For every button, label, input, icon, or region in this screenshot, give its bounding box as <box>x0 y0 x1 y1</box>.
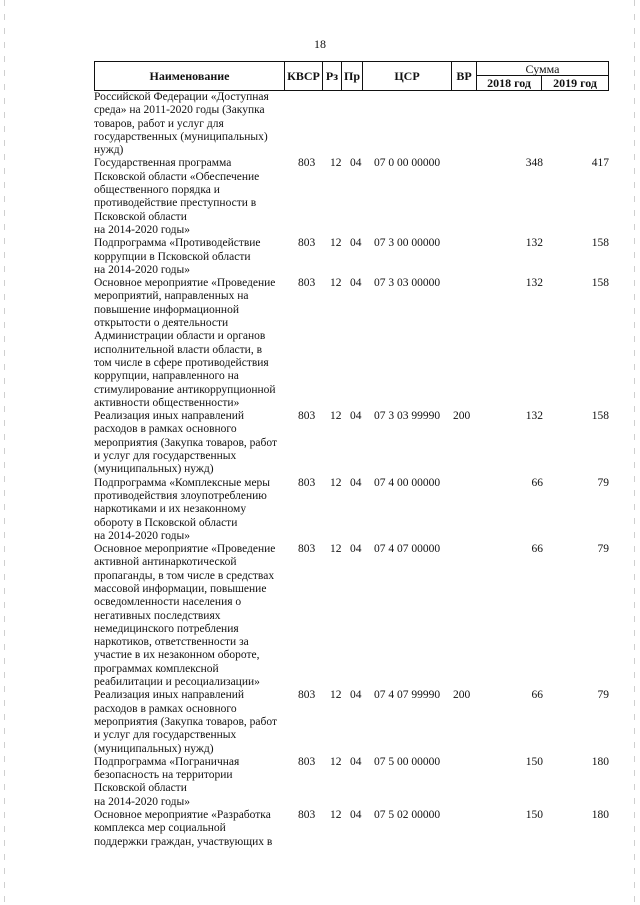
row-rz: 12 <box>330 543 342 556</box>
row-name: Подпрограмма «Пограничная безопасность на территории Псковской области на 2014-2020 годы» <box>94 755 240 808</box>
row-pr: 04 <box>350 237 362 250</box>
row-pr: 04 <box>350 157 362 170</box>
row-pr: 04 <box>350 410 362 423</box>
scan-edge-right <box>634 0 635 905</box>
row-sum-2019: 158 <box>591 277 609 290</box>
row-name: Подпрограмма «Комплексные меры противодействия злоупотреблению наркотиками и их незаконному обороту в Псковской области на 2014-2020 годы» <box>94 476 271 542</box>
row-csr: 07 3 00 00000 <box>374 237 441 250</box>
table-row <box>94 689 609 755</box>
header-name: Наименование <box>95 62 285 90</box>
table-row <box>94 410 609 476</box>
row-rz: 12 <box>330 277 342 290</box>
row-sum-2019: 79 <box>597 476 609 489</box>
row-rz: 12 <box>330 689 342 702</box>
row-sum-2018: 66 <box>531 543 543 556</box>
row-csr: 07 5 02 00000 <box>374 809 441 822</box>
header-kvsr: КВСР <box>285 62 323 90</box>
row-kvsr: 803 <box>298 755 316 768</box>
row-rz: 12 <box>330 476 342 489</box>
row-name: Подпрограмма «Противодействие коррупции в Псковской области на 2014-2020 годы» <box>94 237 261 276</box>
row-name: Реализация иных направлений расходов в рамках основного мероприятия (Закупка товаров, работ и услуг для государственных (муниципальных) нужд) <box>94 410 278 476</box>
table-row <box>94 756 609 809</box>
row-sum-2019: 180 <box>591 755 609 768</box>
row-sum-2019: 180 <box>591 809 609 822</box>
row-pr: 04 <box>350 755 362 768</box>
row-sum-2018: 150 <box>525 809 543 822</box>
row-sum-2019: 417 <box>591 157 609 170</box>
table-row <box>94 809 609 849</box>
row-rz: 12 <box>330 157 342 170</box>
row-name: Основное мероприятие «Проведение мероприятий, направленных на повышение информационной открытости о деятельности Администрации области и органов исполнительной власти области, в том числе в сфере противодействия коррупции, направленного на стимулирование антикоррупционной активности общественности» <box>94 277 276 409</box>
row-csr: 07 5 00 00000 <box>374 755 441 768</box>
row-kvsr: 803 <box>298 157 316 170</box>
row-name: Государственная программа Псковской области «Обеспечение общественного порядка и противодействие преступности в Псковской области на 2014-2020 годы» <box>94 157 260 236</box>
row-sum-2018: 132 <box>525 237 543 250</box>
row-sum-2019: 79 <box>597 689 609 702</box>
row-csr: 07 0 00 00000 <box>374 157 441 170</box>
row-kvsr: 803 <box>298 809 316 822</box>
header-pr: Пр <box>342 62 363 90</box>
row-sum-2018: 132 <box>525 410 543 423</box>
row-csr: 07 4 07 00000 <box>374 543 441 556</box>
row-name: Основное мероприятие «Разработка комплекса мер социальной поддержки граждан, участвующих в <box>94 809 273 848</box>
row-kvsr: 803 <box>298 277 316 290</box>
table-row <box>94 477 609 543</box>
row-name: Основное мероприятие «Проведение активной антинаркотической пропаганды, в том числе в средствах массовой информации, повышение осведомленности населения о негативных последствиях немедицинского потребления наркотиков, ответственности за участие в их незаконном обороте, программах комплексной реабилитации и ресоциализации» <box>94 543 276 689</box>
row-pr: 04 <box>350 809 362 822</box>
header-rz: Рз <box>323 62 342 90</box>
row-rz: 12 <box>330 410 342 423</box>
header-sum: Сумма <box>477 62 608 76</box>
scan-edge-left <box>4 0 5 905</box>
row-sum-2018: 150 <box>525 755 543 768</box>
table-row <box>94 237 609 277</box>
table-header <box>94 61 609 91</box>
row-kvsr: 803 <box>298 689 316 702</box>
row-sum-2019: 158 <box>591 237 609 250</box>
row-csr: 07 3 03 99990 <box>374 410 441 423</box>
row-name: Реализация иных направлений расходов в рамках основного мероприятия (Закупка товаров, работ и услуг для государственных (муниципальных) нужд) <box>94 689 278 755</box>
row-vr: 200 <box>453 689 471 702</box>
row-pr: 04 <box>350 476 362 489</box>
row-rz: 12 <box>330 755 342 768</box>
row-sum-2018: 66 <box>531 689 543 702</box>
header-year-2019: 2019 год <box>553 76 597 90</box>
row-pr: 04 <box>350 689 362 702</box>
row-kvsr: 803 <box>298 410 316 423</box>
row-rz: 12 <box>330 237 342 250</box>
row-csr: 07 4 07 99990 <box>374 689 441 702</box>
row-kvsr: 803 <box>298 476 316 489</box>
row-sum-2019: 158 <box>591 410 609 423</box>
row-csr: 07 3 03 00000 <box>374 277 441 290</box>
row-sum-2018: 348 <box>525 157 543 170</box>
header-year-2018: 2018 год <box>477 76 542 90</box>
row-sum-2018: 132 <box>525 277 543 290</box>
row-sum-2018: 66 <box>531 476 543 489</box>
row-vr: 200 <box>453 410 471 423</box>
table-row <box>94 277 609 410</box>
row-sum-2019: 79 <box>597 543 609 556</box>
row-kvsr: 803 <box>298 543 316 556</box>
row-kvsr: 803 <box>298 237 316 250</box>
page-number: 18 <box>314 37 326 51</box>
row-name: Российской Федерации «Доступная среда» на 2011-2020 годы (Закупка товаров, работ и услуг для государственных (муниципальных) нужд) <box>94 91 269 157</box>
table-row <box>94 543 609 689</box>
row-csr: 07 4 00 00000 <box>374 476 441 489</box>
table-row <box>94 91 609 157</box>
row-pr: 04 <box>350 277 362 290</box>
header-csr: ЦСР <box>363 62 452 90</box>
table-row <box>94 157 609 237</box>
row-pr: 04 <box>350 543 362 556</box>
row-rz: 12 <box>330 809 342 822</box>
table-body <box>94 91 609 849</box>
header-vr: ВР <box>452 62 477 90</box>
